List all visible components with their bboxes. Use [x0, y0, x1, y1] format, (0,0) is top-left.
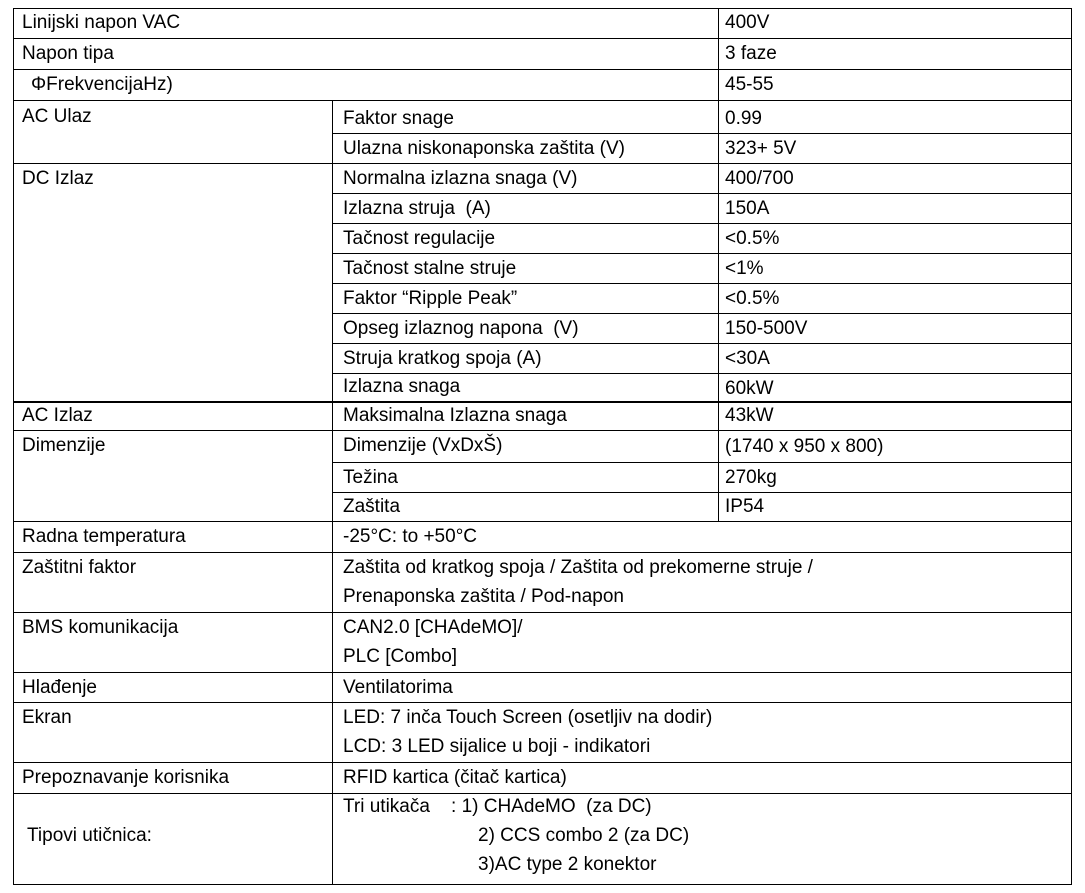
spec-table [13, 8, 1072, 885]
value-tezina: 270kg [725, 467, 777, 488]
param-izlazna-snaga: Izlazna snaga [343, 376, 461, 397]
param-ulazna-zastita: Ulazna niskonaponska zaštita (V) [343, 138, 625, 159]
value-faktor-snage: 0.99 [725, 108, 762, 129]
row-label-ekran: Ekran [22, 707, 72, 728]
value-izlazna-struja: 150A [725, 198, 770, 219]
param-tacnost-stalne-struje: Tačnost stalne struje [343, 258, 517, 279]
param-tacnost-regulacije: Tačnost regulacije [343, 228, 496, 249]
group-label-dimenzije: Dimenzije [22, 435, 106, 456]
row-value-zastitni-faktor-line-2: Prenaponska zaštita / Pod-napon [343, 586, 624, 607]
param-faktor-snage: Faktor snage [343, 108, 454, 129]
value-maksimalna-izlazna-snaga: 43kW [725, 405, 774, 426]
row-label-prepoznavanje-korisnika: Prepoznavanje korisnika [22, 767, 230, 788]
row-value-tipovi-line-2: 2) CCS combo 2 (za DC) [478, 825, 690, 846]
value-dimenzije: (1740 x 950 x 800) [725, 436, 884, 457]
row-value-prepoznavanje-korisnika: RFID kartica (čitač kartica) [343, 767, 567, 788]
row-value-bms-line-2: PLC [Combo] [343, 646, 458, 667]
row-value-frekvencija: 45-55 [725, 74, 774, 95]
row-label-napon-tipa: Napon tipa [22, 43, 114, 64]
value-normalna-izlazna-snaga: 400/700 [725, 168, 794, 189]
row-value-hladjenje: Ventilatorima [343, 677, 453, 698]
row-value-zastitni-faktor-line-1: Zaštita od kratkog spoja / Zaštita od prekomerne struje / [343, 557, 813, 578]
group-label-ac-ulaz: AC Ulaz [22, 106, 92, 127]
row-value-ekran-line-1: LED: 7 inča Touch Screen (osetljiv na dodir) [343, 707, 713, 728]
param-tezina: Težina [343, 467, 398, 488]
row-label-hladjenje: Hlađenje [22, 677, 97, 698]
param-maksimalna-izlazna-snaga: Maksimalna Izlazna snaga [343, 405, 567, 426]
param-opseg-izlaznog-napona: Opseg izlaznog napona (V) [343, 318, 579, 339]
group-label-dc-izlaz: DC Izlaz [22, 168, 94, 189]
row-value-bms-line-1: CAN2.0 [CHAdeMO]/ [343, 617, 523, 638]
row-value-radna-temperatura: -25°C: to +50°C [343, 526, 478, 547]
group-label-ac-izlaz: AC Izlaz [22, 405, 93, 426]
value-struja-kratkog-spoja: <30A [725, 348, 770, 369]
row-label-tipovi-uticnica: Tipovi utičnica: [27, 825, 152, 846]
row-label-bms-komunikacija: BMS komunikacija [22, 617, 179, 638]
value-tacnost-stalne-struje: <1% [725, 258, 764, 279]
param-ripple-peak: Faktor “Ripple Peak” [343, 288, 518, 309]
value-ulazna-zastita: 323+ 5V [725, 138, 797, 159]
row-label-zastitni-faktor: Zaštitni faktor [22, 557, 137, 578]
value-opseg-izlaznog-napona: 150-500V [725, 318, 808, 339]
row-label-frekvencija: ΦFrekvencijaHz) [31, 74, 173, 95]
row-label-linijski-napon: Linijski napon VAC [22, 12, 181, 33]
value-ripple-peak: <0.5% [725, 288, 780, 309]
value-izlazna-snaga: 60kW [725, 378, 774, 399]
value-tacnost-regulacije: <0.5% [725, 228, 780, 249]
param-normalna-izlazna-snaga: Normalna izlazna snaga (V) [343, 168, 578, 189]
value-zastita: IP54 [725, 496, 765, 517]
row-value-napon-tipa: 3 faze [725, 43, 777, 64]
row-value-ekran-line-2: LCD: 3 LED sijalice u boji - indikatori [343, 736, 651, 757]
row-label-radna-temperatura: Radna temperatura [22, 526, 186, 547]
row-value-tipovi-line-1: Tri utikača : 1) CHAdeMO (za DC) [343, 796, 652, 817]
param-struja-kratkog-spoja: Struja kratkog spoja (A) [343, 348, 542, 369]
param-dimenzije: Dimenzije (VxDxŠ) [343, 435, 503, 456]
row-value-tipovi-line-3: 3)AC type 2 konektor [478, 854, 657, 875]
row-value-linijski-napon: 400V [725, 12, 770, 33]
param-izlazna-struja: Izlazna struja (A) [343, 198, 491, 219]
param-zastita: Zaštita [343, 496, 401, 517]
